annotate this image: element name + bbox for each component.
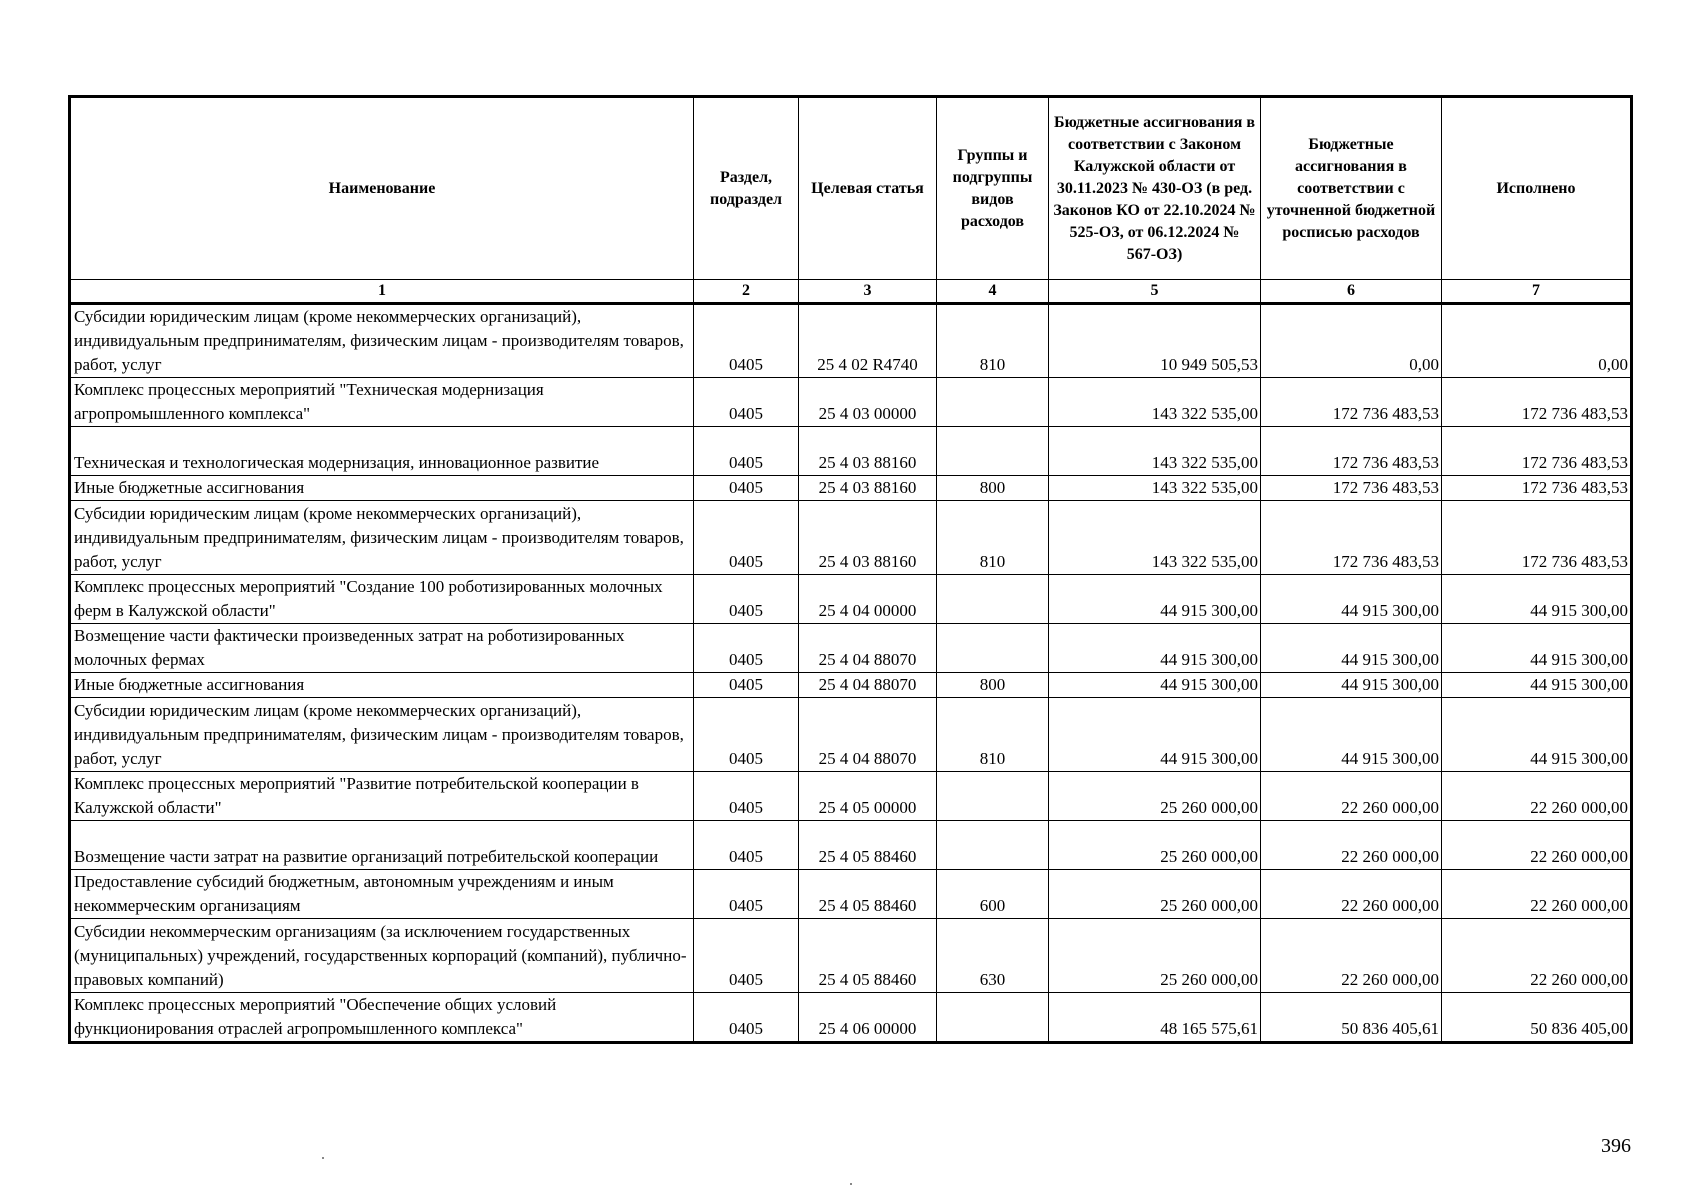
column-number: 6 — [1261, 280, 1442, 304]
column-numbers-row — [70, 280, 1632, 304]
row-law-amount: 44 915 300,00 — [1049, 673, 1261, 698]
row-section: 0405 — [694, 993, 799, 1043]
row-revised-amount: 172 736 483,53 — [1261, 378, 1442, 427]
row-section: 0405 — [694, 575, 799, 624]
row-revised-amount: 44 915 300,00 — [1261, 575, 1442, 624]
row-name: Иные бюджетные ассигнования — [70, 673, 694, 698]
row-article: 25 4 03 88160 — [799, 501, 937, 575]
scan-speck — [850, 1183, 852, 1185]
table-row — [70, 476, 1632, 501]
row-name: Субсидии юридическим лицам (кроме некоммерческих организаций), индивидуальным предпринимателям, физическим лицам - производителям товаров, работ, услуг — [70, 501, 694, 575]
table-row — [70, 624, 1632, 673]
column-number: 3 — [799, 280, 937, 304]
row-article: 25 4 05 88460 — [799, 919, 937, 993]
row-article: 25 4 04 00000 — [799, 575, 937, 624]
row-name: Возмещение части фактически произведенных затрат на роботизированных молочных фермах — [70, 624, 694, 673]
row-article: 25 4 04 88070 — [799, 673, 937, 698]
row-law-amount: 44 915 300,00 — [1049, 698, 1261, 772]
row-group — [937, 624, 1049, 673]
row-group: 810 — [937, 501, 1049, 575]
row-section: 0405 — [694, 870, 799, 919]
row-name: Комплекс процессных мероприятий "Создание 100 роботизированных молочных ферм в Калужской области" — [70, 575, 694, 624]
row-law-amount: 143 322 535,00 — [1049, 427, 1261, 476]
row-article: 25 4 04 88070 — [799, 698, 937, 772]
row-revised-amount: 22 260 000,00 — [1261, 772, 1442, 821]
row-law-amount: 25 260 000,00 — [1049, 919, 1261, 993]
row-article: 25 4 03 00000 — [799, 378, 937, 427]
row-revised-amount: 22 260 000,00 — [1261, 919, 1442, 993]
row-article: 25 4 05 00000 — [799, 772, 937, 821]
row-name: Возмещение части затрат на развитие организаций потребительской кооперации — [70, 821, 694, 870]
table-header-row — [70, 97, 1632, 280]
header-expense-groups: Группы и подгруппы видов расходов — [937, 97, 1049, 280]
row-executed-amount: 172 736 483,53 — [1442, 501, 1632, 575]
row-group — [937, 427, 1049, 476]
table-row — [70, 870, 1632, 919]
row-law-amount: 10 949 505,53 — [1049, 304, 1261, 378]
row-revised-amount: 172 736 483,53 — [1261, 501, 1442, 575]
row-executed-amount: 44 915 300,00 — [1442, 624, 1632, 673]
table-row — [70, 501, 1632, 575]
row-executed-amount: 44 915 300,00 — [1442, 575, 1632, 624]
row-executed-amount: 172 736 483,53 — [1442, 378, 1632, 427]
table-row — [70, 821, 1632, 870]
row-section: 0405 — [694, 821, 799, 870]
row-executed-amount: 172 736 483,53 — [1442, 476, 1632, 501]
row-section: 0405 — [694, 501, 799, 575]
row-section: 0405 — [694, 698, 799, 772]
row-revised-amount: 44 915 300,00 — [1261, 698, 1442, 772]
row-executed-amount: 172 736 483,53 — [1442, 427, 1632, 476]
row-executed-amount: 44 915 300,00 — [1442, 673, 1632, 698]
table-row — [70, 378, 1632, 427]
header-law-allocations: Бюджетные ассигнования в соответствии с Законом Калужской области от 30.11.2023 № 430-ОЗ (в ред. Законов КО от 22.10.2024 № 525-ОЗ, от 06.12.2024 № 567-ОЗ) — [1049, 97, 1261, 280]
row-article: 25 4 02 R4740 — [799, 304, 937, 378]
row-name: Иные бюджетные ассигнования — [70, 476, 694, 501]
row-name: Комплекс процессных мероприятий "Развитие потребительской кооперации в Калужской области" — [70, 772, 694, 821]
header-section: Раздел, подраздел — [694, 97, 799, 280]
row-law-amount: 48 165 575,61 — [1049, 993, 1261, 1043]
row-section: 0405 — [694, 476, 799, 501]
row-article: 25 4 03 88160 — [799, 476, 937, 501]
row-executed-amount: 0,00 — [1442, 304, 1632, 378]
row-article: 25 4 05 88460 — [799, 821, 937, 870]
row-group: 600 — [937, 870, 1049, 919]
column-number: 2 — [694, 280, 799, 304]
row-section: 0405 — [694, 624, 799, 673]
row-name: Субсидии юридическим лицам (кроме некоммерческих организаций), индивидуальным предпринимателям, физическим лицам - производителям товаров, работ, услуг — [70, 304, 694, 378]
row-section: 0405 — [694, 304, 799, 378]
page-number: 396 — [1601, 1135, 1631, 1157]
row-executed-amount: 22 260 000,00 — [1442, 870, 1632, 919]
table-row — [70, 304, 1632, 378]
row-group — [937, 575, 1049, 624]
row-section: 0405 — [694, 919, 799, 993]
row-law-amount: 44 915 300,00 — [1049, 624, 1261, 673]
row-revised-amount: 22 260 000,00 — [1261, 870, 1442, 919]
row-group — [937, 772, 1049, 821]
row-group: 800 — [937, 476, 1049, 501]
row-name: Техническая и технологическая модернизация, инновационное развитие — [70, 427, 694, 476]
row-section: 0405 — [694, 427, 799, 476]
row-article: 25 4 06 00000 — [799, 993, 937, 1043]
row-section: 0405 — [694, 772, 799, 821]
row-name: Комплекс процессных мероприятий "Обеспечение общих условий функционирования отраслей агропромышленного комплекса" — [70, 993, 694, 1043]
row-group — [937, 993, 1049, 1043]
row-executed-amount: 22 260 000,00 — [1442, 772, 1632, 821]
row-revised-amount: 50 836 405,61 — [1261, 993, 1442, 1043]
header-target-article: Целевая статья — [799, 97, 937, 280]
row-group: 630 — [937, 919, 1049, 993]
row-article: 25 4 05 88460 — [799, 870, 937, 919]
row-executed-amount: 50 836 405,00 — [1442, 993, 1632, 1043]
row-law-amount: 44 915 300,00 — [1049, 575, 1261, 624]
row-name: Субсидии юридическим лицам (кроме некоммерческих организаций), индивидуальным предпринимателям, физическим лицам - производителям товаров, работ, услуг — [70, 698, 694, 772]
table-row — [70, 698, 1632, 772]
table-row — [70, 993, 1632, 1043]
row-name: Предоставление субсидий бюджетным, автономным учреждениям и иным некоммерческим организациям — [70, 870, 694, 919]
row-section: 0405 — [694, 378, 799, 427]
header-executed: Исполнено — [1442, 97, 1632, 280]
row-executed-amount: 22 260 000,00 — [1442, 821, 1632, 870]
row-group: 810 — [937, 304, 1049, 378]
row-revised-amount: 172 736 483,53 — [1261, 476, 1442, 501]
scan-speck — [322, 1157, 324, 1159]
row-law-amount: 25 260 000,00 — [1049, 821, 1261, 870]
row-law-amount: 143 322 535,00 — [1049, 378, 1261, 427]
row-revised-amount: 44 915 300,00 — [1261, 624, 1442, 673]
row-group: 810 — [937, 698, 1049, 772]
row-revised-amount: 44 915 300,00 — [1261, 673, 1442, 698]
table-row — [70, 427, 1632, 476]
header-name: Наименование — [70, 97, 694, 280]
row-law-amount: 143 322 535,00 — [1049, 476, 1261, 501]
row-executed-amount: 44 915 300,00 — [1442, 698, 1632, 772]
row-revised-amount: 22 260 000,00 — [1261, 821, 1442, 870]
row-revised-amount: 172 736 483,53 — [1261, 427, 1442, 476]
table-row — [70, 919, 1632, 993]
row-group — [937, 378, 1049, 427]
table-row — [70, 575, 1632, 624]
row-group — [937, 821, 1049, 870]
row-law-amount: 25 260 000,00 — [1049, 772, 1261, 821]
row-group: 800 — [937, 673, 1049, 698]
table-row — [70, 673, 1632, 698]
table-row — [70, 772, 1632, 821]
row-name: Комплекс процессных мероприятий "Техническая модернизация агропромышленного комплекса" — [70, 378, 694, 427]
row-executed-amount: 22 260 000,00 — [1442, 919, 1632, 993]
column-number: 5 — [1049, 280, 1261, 304]
row-revised-amount: 0,00 — [1261, 304, 1442, 378]
header-revised-allocations: Бюджетные ассигнования в соответствии с уточненной бюджетной росписью расходов — [1261, 97, 1442, 280]
row-law-amount: 25 260 000,00 — [1049, 870, 1261, 919]
column-number: 7 — [1442, 280, 1632, 304]
column-number: 1 — [70, 280, 694, 304]
row-name: Субсидии некоммерческим организациям (за исключением государственных (муниципальных) учреждений, государственных корпораций (компаний), публично-правовых компаний) — [70, 919, 694, 993]
budget-execution-table — [68, 95, 1633, 1044]
row-law-amount: 143 322 535,00 — [1049, 501, 1261, 575]
row-article: 25 4 04 88070 — [799, 624, 937, 673]
column-number: 4 — [937, 280, 1049, 304]
row-article: 25 4 03 88160 — [799, 427, 937, 476]
row-section: 0405 — [694, 673, 799, 698]
